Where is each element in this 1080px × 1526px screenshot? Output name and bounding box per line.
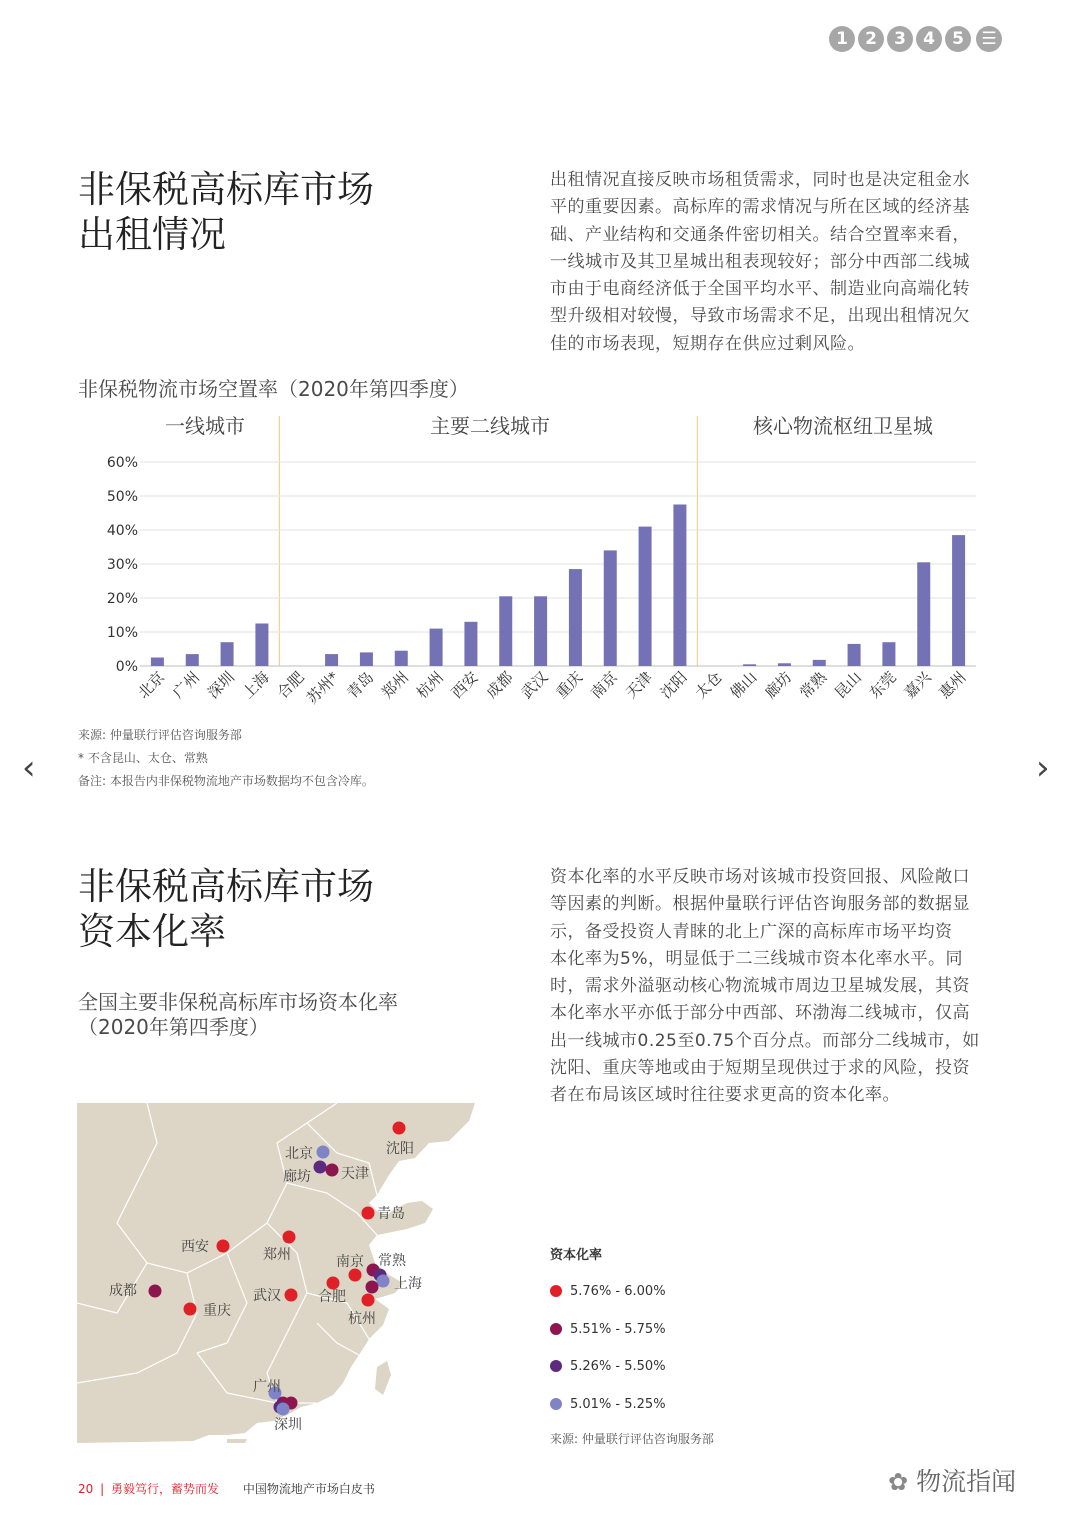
group-label: 核心物流枢纽卫星城 bbox=[753, 414, 933, 438]
paragraph-line: 市由于电商经济低于全国平均水平、制造业向高端化转 bbox=[550, 279, 970, 300]
bar bbox=[882, 642, 895, 666]
page-number: 20 bbox=[78, 1482, 94, 1496]
paragraph-line: 等因素的判断。根据仲量联行评估咨询服务部的数据显 bbox=[550, 894, 970, 915]
bar bbox=[360, 652, 373, 666]
watermark bbox=[888, 1462, 1016, 1498]
y-tick-label: 60% bbox=[106, 455, 138, 471]
paragraph-line: 佳的市场表现，短期存在供应过剩风险。 bbox=[550, 333, 865, 354]
section2-paragraph bbox=[550, 864, 1010, 1110]
x-tick-label: 北京 bbox=[134, 668, 169, 703]
bar bbox=[255, 624, 268, 667]
menu-icon[interactable]: ☰ bbox=[976, 26, 1002, 52]
footnote: * 不含昆山、太仓、常熟 bbox=[78, 751, 208, 765]
city-marker bbox=[366, 1281, 379, 1294]
x-tick-label: 武汉 bbox=[517, 668, 552, 703]
map-source-note: 来源: 仲量联行评估咨询服务部 bbox=[550, 1432, 714, 1446]
x-tick-label: 常熟 bbox=[796, 668, 831, 703]
y-tick-label: 50% bbox=[106, 489, 138, 505]
x-tick-label: 重庆 bbox=[552, 668, 587, 703]
bar bbox=[952, 535, 965, 666]
bar bbox=[813, 660, 826, 666]
x-tick-label: 南京 bbox=[587, 668, 622, 703]
y-tick-label: 0% bbox=[115, 659, 138, 675]
city-marker bbox=[184, 1303, 197, 1316]
bar bbox=[221, 642, 234, 666]
legend-label: 5.51% - 5.75% bbox=[570, 1322, 666, 1337]
city-marker bbox=[217, 1240, 230, 1253]
city-label-guangzhou: 广州 bbox=[253, 1379, 281, 1395]
section2-title-line1: 非保税高标库市场 bbox=[78, 865, 374, 908]
city-label-nanjing: 南京 bbox=[336, 1254, 364, 1270]
y-tick-label: 10% bbox=[106, 625, 138, 641]
bar bbox=[534, 596, 547, 666]
bar bbox=[673, 505, 686, 667]
city-marker bbox=[285, 1289, 298, 1302]
city-label-shenzhen: 深圳 bbox=[274, 1417, 302, 1433]
city-label-qingdao: 青岛 bbox=[377, 1206, 405, 1222]
section1-title-line1: 非保税高标库市场 bbox=[78, 168, 374, 211]
legend-label: 5.01% - 5.25% bbox=[570, 1397, 666, 1412]
watermark-text: 物流指闻 bbox=[916, 1467, 1017, 1496]
bar bbox=[917, 562, 930, 666]
paragraph-line: 出租情况直接反映市场租赁需求，同时也是决定租金水 bbox=[550, 170, 970, 190]
paragraph-line: 型升级相对较慢，导致市场需求不足，出现出租情况欠 bbox=[550, 306, 970, 327]
x-tick-label: 青岛 bbox=[343, 668, 378, 703]
paragraph-line: 平的重要因素。高标库的需求情况与所在区域的经济基 bbox=[550, 197, 970, 218]
legend-title: 资本化率 bbox=[550, 1248, 603, 1263]
footer-separator: | bbox=[100, 1482, 105, 1496]
bar bbox=[430, 629, 443, 666]
paragraph-line: 出一线城市0.25至0.75个百分点。而部分二线城市，如 bbox=[550, 1030, 980, 1051]
chapter-1-button[interactable]: 1 bbox=[829, 26, 855, 52]
y-tick-label: 30% bbox=[106, 557, 138, 573]
city-label-hangzhou: 杭州 bbox=[348, 1311, 376, 1327]
legend-item bbox=[550, 1397, 666, 1412]
x-tick-label: 惠州 bbox=[935, 668, 970, 703]
x-tick-label: 苏州* bbox=[303, 668, 343, 708]
legend-label: 5.26% - 5.50% bbox=[570, 1359, 666, 1374]
city-label-xian: 西安 bbox=[181, 1239, 209, 1255]
hainan-island bbox=[227, 1439, 247, 1443]
city-label-shenyang: 沈阳 bbox=[386, 1141, 414, 1157]
paragraph-line: 一线城市及其卫星城出租表现较好；部分中西部二线城 bbox=[550, 251, 970, 272]
bar bbox=[778, 663, 791, 666]
source-note: 来源: 仲量联行评估咨询服务部 bbox=[78, 728, 242, 742]
x-tick-label: 沈阳 bbox=[656, 668, 691, 703]
paragraph-line: 示，备受投资人青睐的北上广深的高标库市场平均资 bbox=[550, 921, 953, 942]
x-tick-label: 天津 bbox=[621, 668, 656, 703]
x-tick-label: 上海 bbox=[238, 668, 273, 703]
map-title bbox=[78, 990, 398, 1040]
x-tick-label: 郑州 bbox=[378, 668, 413, 703]
paragraph-line: 本化率为5%，明显低于二三线城市资本化率水平。同 bbox=[550, 948, 963, 969]
wechat-icon: ✿ bbox=[888, 1468, 909, 1496]
section1-title-line2: 出租情况 bbox=[78, 213, 226, 256]
x-tick-label: 广州 bbox=[169, 668, 204, 703]
city-label-shanghai: 上海 bbox=[394, 1276, 422, 1292]
footer bbox=[78, 1480, 375, 1497]
x-tick-label: 成都 bbox=[482, 668, 517, 703]
map-title-line1: 全国主要非保税高标库市场资本化率 bbox=[78, 990, 398, 1014]
section1-paragraph bbox=[550, 167, 1010, 358]
city-marker bbox=[326, 1164, 339, 1177]
city-marker bbox=[327, 1277, 340, 1290]
remark-note: 备注: 本报告内非保税物流地产市场数据均不包含冷库。 bbox=[78, 774, 374, 788]
legend-color-1 bbox=[550, 1285, 562, 1297]
city-label-hefei: 合肥 bbox=[318, 1289, 346, 1305]
x-tick-label: 太仓 bbox=[691, 668, 726, 703]
bar bbox=[464, 622, 477, 666]
china-east-map bbox=[77, 1103, 477, 1443]
vacancy-bar-chart bbox=[0, 400, 1080, 720]
paragraph-line: 沈阳、重庆等地或由于短期呈现供过于求的风险，投资 bbox=[550, 1058, 970, 1079]
chapter-4-button[interactable]: 4 bbox=[916, 26, 942, 52]
y-tick-label: 20% bbox=[106, 591, 138, 607]
city-marker bbox=[149, 1285, 162, 1298]
city-label-tianjin: 天津 bbox=[341, 1166, 369, 1182]
legend-color-2 bbox=[550, 1323, 562, 1335]
city-label-chengdu: 成都 bbox=[109, 1283, 137, 1299]
section1-title bbox=[78, 167, 374, 257]
x-tick-label: 昆山 bbox=[830, 668, 865, 703]
section2-title-line2: 资本化率 bbox=[78, 910, 226, 953]
city-label-beijing: 北京 bbox=[285, 1146, 313, 1162]
legend-item bbox=[550, 1284, 666, 1299]
city-label-changshu: 常熟 bbox=[378, 1253, 406, 1269]
bar bbox=[186, 654, 199, 666]
x-tick-label: 佛山 bbox=[726, 668, 761, 703]
city-marker bbox=[377, 1275, 390, 1288]
legend-label: 5.76% - 6.00% bbox=[570, 1284, 666, 1299]
chart-title: 非保税物流市场空置率（2020年第四季度） bbox=[78, 377, 469, 401]
chart-notes bbox=[78, 724, 374, 793]
bar bbox=[569, 569, 582, 666]
bar bbox=[499, 596, 512, 666]
map-title-line2: （2020年第四季度） bbox=[78, 1015, 269, 1039]
bar bbox=[639, 527, 652, 666]
prev-page-arrow-icon[interactable]: ‹ bbox=[22, 748, 36, 788]
next-page-arrow-icon[interactable]: › bbox=[1036, 748, 1050, 788]
paragraph-line: 时，需求外溢驱动核心物流城市周边卫星城发展，其资 bbox=[550, 976, 970, 997]
bar bbox=[325, 654, 338, 666]
city-label-langfang: 廊坊 bbox=[283, 1169, 311, 1185]
footer-slogan: 勇毅笃行，蓄势而发 bbox=[110, 1482, 219, 1496]
chapter-2-button[interactable]: 2 bbox=[858, 26, 884, 52]
x-tick-label: 东莞 bbox=[865, 668, 900, 703]
city-label-wuhan: 武汉 bbox=[253, 1288, 281, 1304]
legend-item bbox=[550, 1359, 666, 1374]
bar bbox=[604, 550, 617, 666]
city-marker bbox=[277, 1403, 290, 1416]
x-tick-label: 合肥 bbox=[273, 668, 308, 703]
bar bbox=[395, 651, 408, 666]
city-marker bbox=[314, 1161, 327, 1174]
paragraph-line: 本化率水平亦低于部分中西部、环渤海二线城市，仅高 bbox=[550, 1003, 970, 1024]
bar bbox=[848, 644, 861, 666]
city-label-chongqing: 重庆 bbox=[203, 1303, 231, 1319]
x-tick-label: 嘉兴 bbox=[900, 668, 935, 703]
city-label-zhengzhou: 郑州 bbox=[263, 1247, 291, 1263]
x-tick-label: 西安 bbox=[447, 668, 482, 703]
city-marker bbox=[283, 1231, 296, 1244]
group-label: 主要二线城市 bbox=[430, 414, 550, 438]
bar bbox=[743, 664, 756, 666]
city-marker bbox=[393, 1122, 406, 1135]
legend-item bbox=[550, 1322, 666, 1337]
y-tick-label: 40% bbox=[106, 523, 138, 539]
group-label: 一线城市 bbox=[165, 414, 245, 438]
city-marker bbox=[362, 1294, 375, 1307]
x-tick-label: 深圳 bbox=[203, 668, 238, 703]
chapter-5-button[interactable]: 5 bbox=[945, 26, 971, 52]
city-marker bbox=[362, 1207, 375, 1220]
bar bbox=[151, 658, 164, 667]
city-marker bbox=[349, 1269, 362, 1282]
x-tick-label: 杭州 bbox=[412, 668, 447, 703]
legend-color-3 bbox=[550, 1360, 562, 1372]
footer-doc-title: 中国物流地产市场白皮书 bbox=[242, 1482, 375, 1496]
paragraph-line: 资本化率的水平反映市场对该城市投资回报、风险敞口 bbox=[550, 867, 970, 887]
city-marker bbox=[317, 1146, 330, 1159]
section2-title bbox=[78, 864, 374, 954]
x-tick-label: 廊坊 bbox=[761, 668, 796, 703]
paragraph-line: 础、产业结构和交通条件密切相关。结合空置率来看， bbox=[550, 224, 970, 245]
chapter-3-button[interactable]: 3 bbox=[887, 26, 913, 52]
paragraph-line: 者在布局该区域时往往要求更高的资本化率。 bbox=[550, 1085, 900, 1106]
legend-color-4 bbox=[550, 1398, 562, 1410]
